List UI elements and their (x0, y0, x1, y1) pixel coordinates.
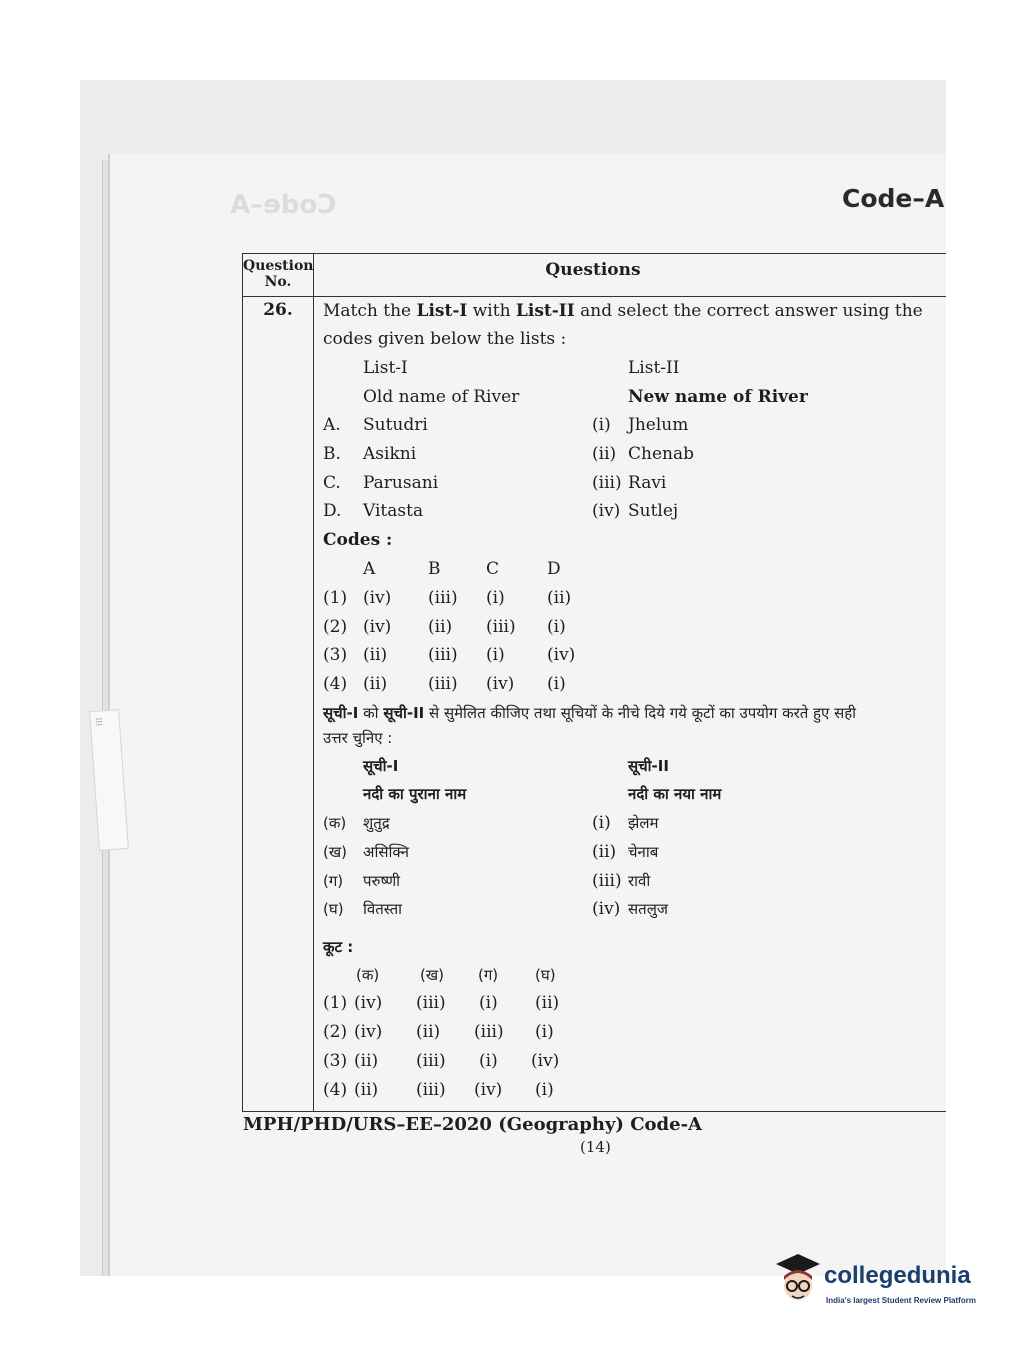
hindi-list2-key: (iv) (592, 899, 621, 919)
hindi-code-value: (iii) (474, 1022, 504, 1042)
hindi-list2-item: चेनाब (628, 843, 659, 861)
list2-subtitle: New name of River (628, 387, 808, 407)
hindi-list1-item: वितस्ता (363, 900, 403, 918)
list2-key: (iv) (592, 501, 621, 521)
hindi-list2-title: सूची-II (628, 757, 669, 775)
hindi-list1-key: (क) (323, 814, 347, 832)
hindi-code-option: (4) (323, 1080, 348, 1100)
codes-header: A (363, 559, 376, 579)
hindi-codes-header: (ग) (478, 966, 499, 984)
hindi-list1-key: (ग) (323, 872, 344, 890)
list2-item: Sutlej (628, 501, 679, 521)
code-option: (2) (323, 617, 348, 637)
text-run: and select the correct answer using the (574, 301, 923, 321)
hindi-code-value: (iii) (416, 1051, 446, 1071)
list1-item: Sutudri (363, 415, 428, 435)
hindi-list2-subtitle: नदी का नया नाम (628, 785, 722, 803)
brand-name: collegedunia (824, 1262, 971, 1289)
mascot-icon (772, 1252, 822, 1310)
text-run-bold: सूची-I (323, 704, 359, 722)
hindi-codes-header: (क) (356, 966, 380, 984)
list2-key: (ii) (592, 444, 617, 464)
code-option: (4) (323, 674, 348, 694)
code-value: (iv) (363, 617, 392, 637)
codes-header: D (547, 559, 561, 579)
hindi-codes-label: कूट : (323, 938, 354, 956)
code-value: (ii) (428, 617, 453, 637)
hindi-code-value: (i) (535, 1022, 554, 1042)
hindi-list1-item: परुष्णी (363, 872, 401, 890)
codes-header: C (486, 559, 500, 579)
hindi-list2-key: (ii) (592, 842, 617, 862)
hindi-code-value: (iv) (354, 993, 383, 1013)
hindi-codes-header: (ख) (420, 966, 444, 984)
code-label: Code–A (842, 184, 945, 213)
code-value: (i) (547, 674, 566, 694)
hindi-question-line-2: उत्तर चुनिए : (323, 729, 393, 747)
hindi-code-value: (ii) (354, 1080, 379, 1100)
text-run: से सुमेलित कीजिए तथा सूचियों के नीचे दिये गये कूटों का उपयोग करते हुए सही (424, 704, 857, 722)
list2-item: Ravi (628, 473, 667, 493)
page-number: (14) (580, 1138, 611, 1156)
list2-title: List-II (628, 358, 680, 378)
code-value: (iii) (428, 674, 458, 694)
hindi-list1-key: (घ) (323, 900, 344, 918)
hindi-code-value: (i) (535, 1080, 554, 1100)
header-questions: Questions (545, 260, 641, 280)
code-value: (iii) (428, 645, 458, 665)
list1-key: C. (323, 473, 341, 493)
hindi-list1-title: सूची-I (363, 757, 399, 775)
hindi-code-value: (i) (479, 993, 498, 1013)
hindi-list2-item: सतलुज (628, 900, 668, 918)
hindi-code-value: (ii) (535, 993, 560, 1013)
codes-label: Codes : (323, 530, 393, 550)
list1-key: A. (323, 415, 341, 435)
question-text-line-2: codes given below the lists : (323, 329, 567, 349)
text-run-bold: सूची-II (383, 704, 425, 722)
hindi-list2-key: (i) (592, 813, 611, 833)
hindi-code-value: (i) (479, 1051, 498, 1071)
code-option: (1) (323, 588, 348, 608)
code-value: (iii) (428, 588, 458, 608)
hindi-list1-subtitle: नदी का पुराना नाम (363, 785, 467, 803)
hindi-list2-item: झेलम (628, 814, 659, 832)
table-header-rule (242, 296, 946, 297)
hindi-code-value: (iv) (474, 1080, 503, 1100)
list1-item: Asikni (363, 444, 417, 464)
hindi-list2-key: (iii) (592, 871, 622, 891)
code-option: (3) (323, 645, 348, 665)
hindi-code-value: (iv) (354, 1022, 383, 1042)
table-top-rule (242, 253, 946, 254)
list1-subtitle: Old name of River (363, 387, 520, 407)
text-run-bold: List-I (416, 301, 468, 321)
list1-item: Parusani (363, 473, 439, 493)
list1-key: B. (323, 444, 341, 464)
hindi-code-value: (ii) (354, 1051, 379, 1071)
list1-key: D. (323, 501, 342, 521)
table-column-rule (313, 253, 314, 1111)
hindi-code-value: (iii) (416, 1080, 446, 1100)
table-left-rule (242, 253, 243, 1111)
list2-item: Chenab (628, 444, 694, 464)
code-value: (ii) (363, 674, 388, 694)
hindi-code-value: (ii) (416, 1022, 441, 1042)
hindi-codes-header: (घ) (535, 966, 556, 984)
text-run: Match the (323, 301, 417, 321)
code-value: (i) (486, 588, 505, 608)
hindi-code-option: (2) (323, 1022, 348, 1042)
list1-item: Vitasta (363, 501, 424, 521)
list2-key: (i) (592, 415, 611, 435)
hindi-list1-item: शुतुद्र (363, 814, 390, 832)
brand-tagline: India's largest Student Review Platform (826, 1296, 976, 1305)
exam-footer: MPH/PHD/URS–EE–2020 (Geography) Code-A (243, 1114, 703, 1135)
hindi-question-line-1 (323, 702, 856, 724)
list1-title: List-I (363, 358, 408, 378)
bleed-through-code: Code–A (230, 190, 337, 220)
text-run-bold: List-II (515, 301, 575, 321)
list2-item: Jhelum (628, 415, 689, 435)
code-value: (iii) (486, 617, 516, 637)
question-text-line-1 (323, 300, 923, 322)
hindi-list1-item: असिक्नि (363, 843, 409, 861)
code-value: (iv) (486, 674, 515, 694)
text-run: को (358, 704, 384, 722)
list2-key: (iii) (592, 473, 622, 493)
code-value: (ii) (363, 645, 388, 665)
hindi-code-value: (iii) (416, 993, 446, 1013)
hindi-list1-key: (ख) (323, 843, 347, 861)
hindi-code-option: (1) (323, 993, 348, 1013)
hindi-code-option: (3) (323, 1051, 348, 1071)
hindi-list2-item: रावी (628, 872, 651, 890)
code-value: (i) (547, 617, 566, 637)
header-question-no: Question No. (243, 258, 314, 290)
code-value: (iv) (363, 588, 392, 608)
hindi-code-value: (iv) (531, 1051, 560, 1071)
collegedunia-watermark (772, 1252, 992, 1312)
question-number: 26. (263, 300, 293, 320)
code-value: (i) (486, 645, 505, 665)
sticky-tab-marking: ⁞⁞⁞ (92, 717, 104, 727)
table-bottom-rule (242, 1111, 946, 1112)
code-value: (ii) (547, 588, 572, 608)
scanned-page (80, 80, 946, 1276)
code-value: (iv) (547, 645, 576, 665)
codes-header: B (428, 559, 441, 579)
text-run: with (467, 301, 516, 321)
